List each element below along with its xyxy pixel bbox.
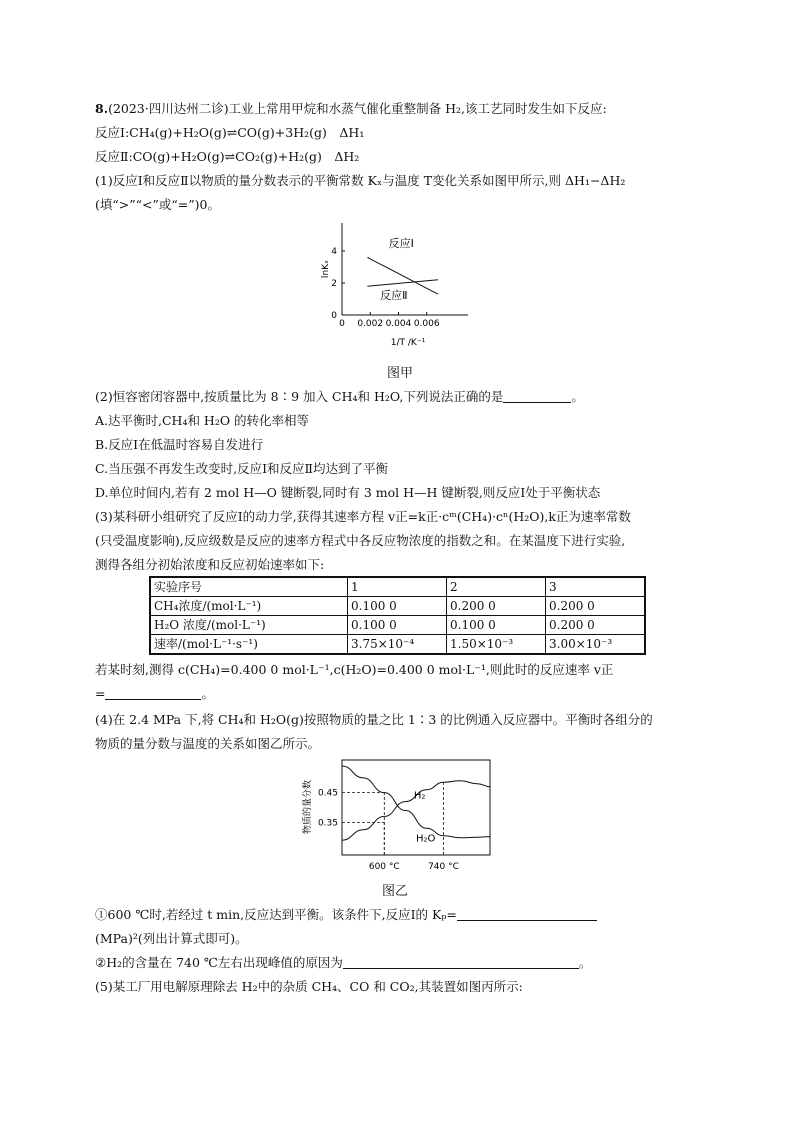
part3-answer-blank[interactable] [105,687,201,700]
part5: (5)某工厂用电解原理除去 H₂中的杂质 CH₄、CO 和 CO₂,其装置如图丙所示: [95,979,523,994]
part3-equals: = [95,686,106,701]
table-cell: 0.100 0 [348,616,447,635]
option-c: C.当压强不再发生改变时,反应Ⅰ和反应Ⅱ均达到了平衡 [95,461,389,476]
x-axis-label: 1/T /K⁻¹ [390,338,426,348]
table-cell: 3.00×10⁻³ [546,635,646,655]
table-header-cell: 1 [348,577,447,597]
figure-jia-caption: 图甲 [386,366,413,381]
part4-q2-period: 。 [578,955,592,970]
series-label: H₂O [416,833,436,845]
question-number: 8. [95,101,109,116]
table-row [150,597,645,616]
part3-period: 。 [201,686,214,701]
part3-line3: 测得各组分初始浓度和反应初始速率如下: [95,557,325,572]
y-tick-label: 0.45 [317,788,338,799]
table-cell: 1.50×10⁻³ [447,635,546,655]
option-d: D.单位时间内,若有 2 mol H—O 键断裂,同时有 3 mol H—H 键断裂,则反应Ⅰ处于平衡状态 [95,485,601,500]
part4-q2-text: ②H₂的含量在 740 ℃左右出现峰值的原因为 [95,955,343,970]
table-header-cell: 3 [546,577,646,597]
part4-q1-text: ①600 ℃时,若经过 t min,反应达到平衡。该条件下,反应Ⅰ的 Kₚ= [95,907,457,922]
question-source: (2023·四川达州二诊)工业上常用甲烷和水蒸气催化重整制备 H₂,该工艺同时发生如下反应: [108,101,607,116]
part1-line2: (填“>”“<”或“=”)0。 [95,197,220,212]
figure-yi-chart [296,755,506,880]
part2-answer-blank[interactable] [503,390,571,403]
part3-after1: 若某时刻,测得 c(CH₄)=0.400 0 mol·L⁻¹,c(H₂O)=0.400 0 mol·L⁻¹,则此时的反应速率 v正 [95,662,614,677]
part3-line2: (只受温度影响),反应级数是反应的速率方程式中各反应物浓度的指数之和。在某温度下进行实验, [95,533,626,548]
table-cell: 0.100 0 [348,597,447,616]
series-label: H₂ [413,790,426,802]
part3-line1: (3)某科研小组研究了反应Ⅰ的动力学,获得其速率方程 v正=k正·cᵐ(CH₄)·cⁿ(H₂O),k正为速率常数 [95,509,631,524]
x-tick-label: 0.006 [413,319,440,329]
table-header-cell: 实验序号 [150,577,348,597]
y-tick-label: 0 [331,311,337,321]
y-axis-label: lnKₓ [321,259,331,279]
reaction-1: 反应Ⅰ:CH₄(g)+H₂O(g)⇌CO(g)+3H₂(g) ΔH₁ [95,125,365,140]
table-cell: H₂O 浓度/(mol·L⁻¹) [150,616,348,635]
x-tick-label: 740 °C [428,862,459,872]
part4-q1-answer-blank[interactable] [457,908,597,921]
table-cell: 0.200 0 [546,616,646,635]
part4-line1: (4)在 2.4 MPa 下,将 CH₄和 H₂O(g)按照物质的量之比 1∶3 的比例通入反应器中。平衡时各组分的 [95,712,653,727]
part1-line1: (1)反应Ⅰ和反应Ⅱ以物质的量分数表示的平衡常数 Kₓ与温度 T变化关系如图甲所示,则 ΔH₁−ΔH₂ [95,173,626,188]
part4-q1-line1 [95,907,715,923]
part3-after2 [95,686,715,702]
series-curve-2 [342,766,490,838]
figure-jia-chart [300,215,500,355]
part4-q2 [95,955,715,971]
option-a: A.达平衡时,CH₄和 H₂O 的转化率相等 [95,413,310,428]
table-header-cell: 2 [447,577,546,597]
reaction-2: 反应Ⅱ:CO(g)+H₂O(g)⇌CO₂(g)+H₂(g) ΔH₂ [95,149,360,164]
table-header-row [150,577,645,597]
y-tick-label: 2 [331,279,337,289]
table-row [150,616,645,635]
y-tick-label: 4 [331,247,337,257]
series-line-2 [367,280,438,286]
table-cell: 0.100 0 [447,616,546,635]
y-tick-label: 0.35 [317,818,338,829]
x-tick-label: 0 [339,319,345,329]
table-cell: CH₄浓度/(mol·L⁻¹) [150,597,348,616]
figure-yi-caption: 图乙 [381,884,408,899]
table-cell: 速率/(mol·L⁻¹·s⁻¹) [150,635,348,655]
table-cell: 3.75×10⁻⁴ [348,635,447,655]
table-cell: 0.200 0 [546,597,646,616]
series-label: 反应Ⅱ [380,289,408,302]
part2-stem [95,389,715,405]
x-tick-label: 0.004 [385,319,412,329]
y-axis-label: 物质的量分数 [303,779,313,835]
part4-line2: 物质的量分数与温度的关系如图乙所示。 [95,736,321,751]
series-label: 反应Ⅰ [388,237,414,250]
part2-stem-text: (2)恒容密闭容器中,按质量比为 8∶9 加入 CH₄和 H₂O,下列说法正确的是 [95,389,504,404]
option-b: B.反应Ⅰ在低温时容易自发进行 [95,437,264,452]
x-tick-label: 0.002 [357,319,384,329]
x-tick-label: 600 °C [368,862,400,872]
part2-period: 。 [571,389,584,404]
part4-q2-answer-blank[interactable] [343,956,579,969]
table-cell: 0.200 0 [447,597,546,616]
kinetics-table [149,576,646,655]
table-row [150,635,645,655]
question-header [95,101,715,117]
part4-q1-line2: (MPa)²(列出计算式即可)。 [95,931,248,946]
